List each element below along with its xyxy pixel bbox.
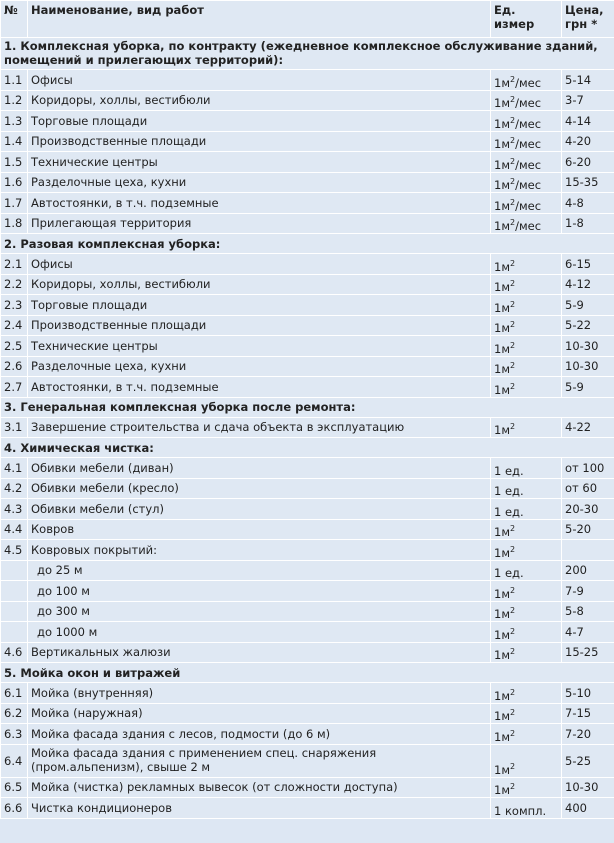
section-header	[1, 397, 614, 417]
row-name: Коридоры, холлы, вестибюли	[28, 90, 491, 111]
row-number: 6.3	[1, 724, 28, 745]
row-unit	[491, 111, 562, 132]
row-number: 6.4	[1, 744, 28, 777]
table-row	[1, 193, 614, 214]
section-title: 4. Химическая чистка:	[1, 438, 614, 458]
row-name: Вертикальных жалюзи	[28, 642, 491, 663]
unit-period: /мес	[515, 178, 542, 192]
header-unit: Ед. измер	[491, 1, 562, 38]
row-number: 6.5	[1, 777, 28, 798]
section-header	[1, 234, 614, 254]
row-price: 7-9	[562, 581, 614, 602]
row-name: Производственные площади	[28, 315, 491, 336]
row-price: 5-25	[562, 744, 614, 777]
table-row	[1, 377, 614, 398]
unit-exponent: 2	[510, 115, 516, 125]
header-name: Наименование, вид работ	[28, 1, 491, 38]
unit-base: 1 ед.	[494, 504, 524, 519]
row-unit	[491, 152, 562, 173]
row-unit	[491, 336, 562, 357]
row-number	[1, 581, 28, 602]
row-unit	[491, 254, 562, 275]
table-row	[1, 172, 614, 193]
row-number: 2.4	[1, 315, 28, 336]
unit-exponent: 2	[510, 782, 516, 792]
unit-base: 1 ед.	[494, 566, 524, 580]
row-unit	[491, 70, 562, 91]
table-row	[1, 90, 614, 111]
unit-base: 1м	[494, 586, 510, 601]
section-header	[1, 663, 614, 683]
unit-base: 1м	[494, 219, 510, 233]
table-row	[1, 478, 614, 499]
unit-base: 1м	[494, 280, 510, 294]
unit-exponent: 2	[510, 422, 516, 432]
row-number: 1.8	[1, 213, 28, 234]
unit-period: /мес	[515, 96, 542, 110]
table-row	[1, 798, 614, 819]
row-price: 5-20	[562, 519, 614, 540]
row-number: 2.3	[1, 295, 28, 316]
row-name: Чистка кондиционеров	[28, 798, 491, 819]
row-name: Мойка фасада здания с лесов, подмости (до 6 м)	[28, 724, 491, 745]
row-price: от 60	[562, 478, 614, 499]
row-number: 4.6	[1, 642, 28, 663]
table-row	[1, 499, 614, 520]
table-row	[1, 458, 614, 479]
row-number: 1.2	[1, 90, 28, 111]
row-name: Технические центры	[28, 336, 491, 357]
unit-exponent: 2	[510, 728, 516, 738]
unit-base: 1м	[494, 116, 510, 131]
unit-exponent: 2	[510, 626, 516, 636]
section-header	[1, 38, 614, 70]
unit-base: 1м	[494, 321, 510, 335]
unit-exponent: 2	[510, 299, 516, 309]
row-name: Автостоянки, в т.ч. подземные	[28, 193, 491, 214]
unit-exponent: 2	[510, 381, 516, 391]
unit-exponent: 2	[510, 340, 516, 350]
table-row	[1, 622, 614, 643]
row-unit	[491, 356, 562, 377]
row-price: 400	[562, 798, 614, 819]
row-unit	[491, 315, 562, 336]
table-row	[1, 724, 614, 745]
row-price: 5-8	[562, 601, 614, 622]
unit-period: /мес	[515, 157, 542, 172]
row-name: Офисы	[28, 254, 491, 275]
unit-base: 1м	[494, 362, 510, 376]
table-row	[1, 744, 614, 777]
row-unit	[491, 798, 562, 819]
row-unit	[491, 519, 562, 540]
row-price: 200	[562, 560, 614, 581]
row-name: Обивки мебели (стул)	[28, 499, 491, 520]
unit-exponent: 2	[510, 361, 516, 371]
table-row	[1, 70, 614, 91]
row-price: 1-8	[562, 213, 614, 234]
unit-base: 1м	[494, 341, 510, 356]
section-title: 2. Разовая комплексная уборка:	[1, 234, 614, 254]
table-row	[1, 601, 614, 622]
unit-base: 1м	[494, 300, 510, 315]
table-row	[1, 131, 614, 152]
unit-exponent: 2	[510, 761, 516, 771]
row-name: Автостоянки, в т.ч. подземные	[28, 377, 491, 398]
row-price: 4-22	[562, 417, 614, 438]
table-row	[1, 315, 614, 336]
row-unit	[491, 274, 562, 295]
row-number	[1, 622, 28, 643]
unit-base: 1м	[494, 688, 510, 703]
row-unit	[491, 540, 562, 561]
table-body	[1, 38, 614, 819]
row-number: 1.6	[1, 172, 28, 193]
row-price: 15-35	[562, 172, 614, 193]
unit-base: 1 компл.	[494, 803, 547, 818]
unit-period: /мес	[515, 75, 542, 90]
unit-exponent: 2	[510, 156, 516, 166]
row-number: 6.2	[1, 703, 28, 724]
row-number: 2.1	[1, 254, 28, 275]
row-name: Ковров	[28, 519, 491, 540]
row-number: 2.6	[1, 356, 28, 377]
unit-base: 1м	[494, 525, 510, 539]
row-price: 5-14	[562, 70, 614, 91]
row-name: Ковровых покрытий:	[28, 540, 491, 561]
unit-base: 1м	[494, 96, 510, 110]
row-price: 4-12	[562, 274, 614, 295]
row-unit	[491, 642, 562, 663]
unit-exponent: 2	[510, 218, 516, 228]
row-unit	[491, 703, 562, 724]
row-name: Разделочные цеха, кухни	[28, 356, 491, 377]
unit-exponent: 2	[510, 74, 516, 84]
row-name: Завершение строительства и сдача объекта в эксплуатацию	[28, 417, 491, 438]
row-number: 2.7	[1, 377, 28, 398]
unit-base: 1м	[494, 157, 510, 172]
row-name: Производственные площади	[28, 131, 491, 152]
unit-base: 1м	[494, 729, 510, 744]
row-price: 7-20	[562, 724, 614, 745]
row-price: 10-30	[562, 356, 614, 377]
row-unit	[491, 458, 562, 479]
unit-base: 1м	[494, 198, 510, 213]
row-price: 4-7	[562, 622, 614, 643]
row-unit	[491, 777, 562, 798]
table-row	[1, 295, 614, 316]
row-price: 5-9	[562, 377, 614, 398]
row-name: Технические центры	[28, 152, 491, 173]
row-name: Прилегающая территория	[28, 213, 491, 234]
section-title: 5. Мойка окон и витражей	[1, 663, 614, 683]
table-row	[1, 111, 614, 132]
row-price: 10-30	[562, 336, 614, 357]
row-name: Мойка (чистка) рекламных вывесок (от сложности доступа)	[28, 777, 491, 798]
row-name: до 300 м	[28, 601, 491, 622]
row-number	[1, 560, 28, 581]
row-name: Торговые площади	[28, 295, 491, 316]
unit-exponent: 2	[510, 647, 516, 657]
table-row	[1, 356, 614, 377]
row-number: 4.1	[1, 458, 28, 479]
unit-exponent: 2	[510, 320, 516, 330]
unit-period: /мес	[515, 198, 542, 213]
row-price: 3-7	[562, 90, 614, 111]
row-name: Коридоры, холлы, вестибюли	[28, 274, 491, 295]
unit-base: 1м	[494, 178, 510, 192]
row-unit	[491, 193, 562, 214]
table-row	[1, 540, 614, 561]
row-price: 5-10	[562, 683, 614, 704]
row-price: 20-30	[562, 499, 614, 520]
row-number: 2.2	[1, 274, 28, 295]
row-unit	[491, 560, 562, 581]
row-number: 6.1	[1, 683, 28, 704]
row-number: 1.7	[1, 193, 28, 214]
table-row	[1, 703, 614, 724]
row-price: 15-25	[562, 642, 614, 663]
row-price: 7-15	[562, 703, 614, 724]
section-header	[1, 438, 614, 458]
table-row	[1, 254, 614, 275]
unit-exponent: 2	[510, 136, 516, 146]
row-price: 6-20	[562, 152, 614, 173]
unit-base: 1м	[494, 648, 510, 662]
row-unit	[491, 744, 562, 777]
row-number: 1.5	[1, 152, 28, 173]
row-name: Разделочные цеха, кухни	[28, 172, 491, 193]
unit-period: /мес	[515, 137, 542, 151]
row-price: 6-15	[562, 254, 614, 275]
row-name: до 25 м	[28, 560, 491, 581]
row-unit	[491, 622, 562, 643]
unit-base: 1м	[494, 762, 510, 777]
unit-base: 1м	[494, 607, 510, 621]
table-row	[1, 560, 614, 581]
row-number	[1, 601, 28, 622]
table-row	[1, 581, 614, 602]
unit-base: 1 ед.	[494, 463, 524, 478]
row-unit	[491, 377, 562, 398]
row-name: до 100 м	[28, 581, 491, 602]
table-row	[1, 336, 614, 357]
unit-period: /мес	[515, 116, 542, 131]
row-price	[562, 540, 614, 561]
row-unit	[491, 581, 562, 602]
unit-exponent: 2	[510, 606, 516, 616]
row-number: 3.1	[1, 417, 28, 438]
row-unit	[491, 90, 562, 111]
table-row	[1, 152, 614, 173]
row-price: 10-30	[562, 777, 614, 798]
row-price: 4-14	[562, 111, 614, 132]
unit-base: 1м	[494, 382, 510, 397]
row-price: 4-20	[562, 131, 614, 152]
row-price: 4-8	[562, 193, 614, 214]
unit-base: 1м	[494, 709, 510, 723]
table-row	[1, 519, 614, 540]
row-unit	[491, 295, 562, 316]
row-name: Мойка фасада здания с применением спец. снаряжения (пром.альпенизм), свыше 2 м	[28, 744, 491, 777]
table-row	[1, 417, 614, 438]
table-header	[1, 1, 614, 38]
unit-exponent: 2	[510, 708, 516, 718]
row-unit	[491, 499, 562, 520]
row-unit	[491, 417, 562, 438]
row-name: Мойка (внутренняя)	[28, 683, 491, 704]
table-row	[1, 777, 614, 798]
row-unit	[491, 478, 562, 499]
row-unit	[491, 601, 562, 622]
row-name: Торговые площади	[28, 111, 491, 132]
unit-base: 1м	[494, 75, 510, 90]
unit-base: 1м	[494, 259, 510, 274]
row-unit	[491, 724, 562, 745]
unit-base: 1м	[494, 545, 510, 560]
row-number: 1.1	[1, 70, 28, 91]
unit-period: /мес	[515, 219, 542, 233]
row-price: 5-22	[562, 315, 614, 336]
row-unit	[491, 683, 562, 704]
row-number: 4.2	[1, 478, 28, 499]
unit-exponent: 2	[510, 258, 516, 268]
unit-exponent: 2	[510, 544, 516, 554]
row-number: 6.6	[1, 798, 28, 819]
section-title: 1. Комплексная уборка, по контракту (ежедневное комплексное обслуживание зданий, помещений и прилегающих территорий):	[1, 38, 614, 70]
unit-base: 1 ед.	[494, 484, 524, 498]
row-number: 4.3	[1, 499, 28, 520]
row-name: до 1000 м	[28, 622, 491, 643]
table-row	[1, 642, 614, 663]
unit-base: 1м	[494, 783, 510, 797]
row-name: Мойка (наружная)	[28, 703, 491, 724]
row-price: 5-9	[562, 295, 614, 316]
row-unit	[491, 172, 562, 193]
unit-exponent: 2	[510, 524, 516, 534]
unit-base: 1м	[494, 137, 510, 151]
row-number: 1.4	[1, 131, 28, 152]
table-row	[1, 274, 614, 295]
unit-exponent: 2	[510, 177, 516, 187]
row-price: от 100	[562, 458, 614, 479]
row-unit	[491, 131, 562, 152]
row-name: Офисы	[28, 70, 491, 91]
unit-base: 1м	[494, 627, 510, 642]
table-row	[1, 213, 614, 234]
row-number: 4.4	[1, 519, 28, 540]
unit-exponent: 2	[510, 95, 516, 105]
section-title: 3. Генеральная комплексная уборка после ремонта:	[1, 397, 614, 417]
header-price: Цена, грн *	[562, 1, 614, 38]
unit-exponent: 2	[510, 585, 516, 595]
row-number: 4.5	[1, 540, 28, 561]
unit-exponent: 2	[510, 279, 516, 289]
table-row	[1, 683, 614, 704]
row-name: Обивки мебели (кресло)	[28, 478, 491, 499]
row-number: 1.3	[1, 111, 28, 132]
row-unit	[491, 213, 562, 234]
header-num: №	[1, 1, 28, 38]
unit-base: 1м	[494, 423, 510, 437]
unit-exponent: 2	[510, 687, 516, 697]
row-name: Обивки мебели (диван)	[28, 458, 491, 479]
unit-exponent: 2	[510, 197, 516, 207]
row-number: 2.5	[1, 336, 28, 357]
